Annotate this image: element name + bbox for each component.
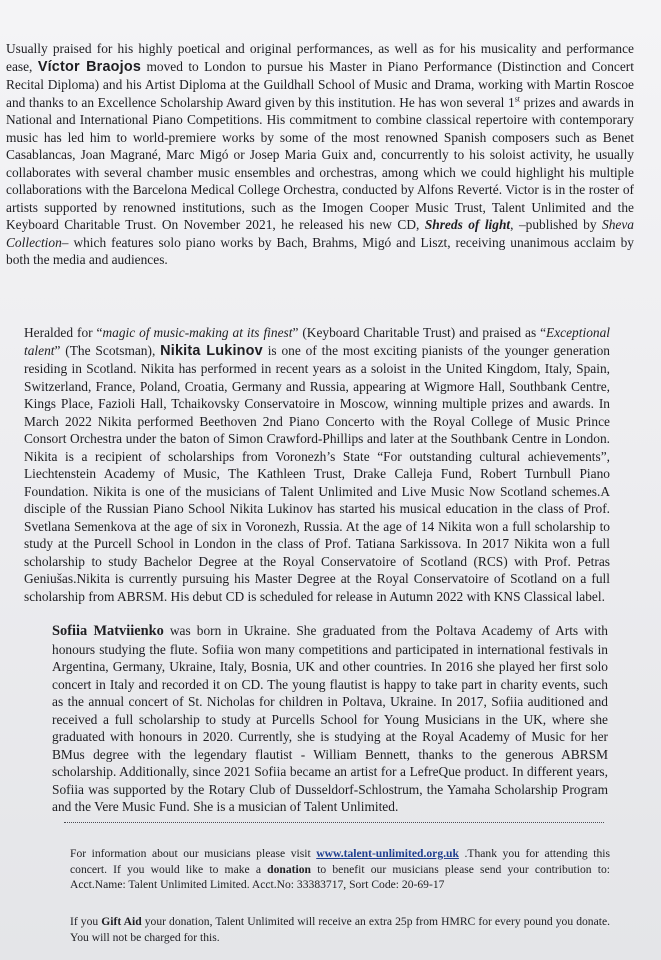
footer-text: your donation, Talent Unlimited will receive an extra 25p from HMRC for every pound you donate. You will not be charged for this. [70,915,610,944]
bio-text: ” (Keyboard Charitable Trust) and praised as “ [292,325,547,340]
bio-text: , –published by [510,217,597,232]
press-quote: magic of music-making at its finest [102,325,293,340]
bio-text: moved to London to pursue his Master in Piano Performance (Distinction and Concert Recital Diploma) and his Artist Diploma at the Guildhall School of Music and Drama, working with Martin Roscoe and thanks to an Excellence Scholarship Award given by this institution. He has won several 1 [6,58,634,110]
donation-word: donation [267,862,311,876]
gift-aid-paragraph [70,914,610,945]
bio-text: – which features solo piano works by Bach, Brahms, Migó and Liszt, receiving unanimous acclaim by both the media and audiences. [6,234,634,267]
bio-text: Usually praised for his highly poetical and original performances, as well as for his musicality and performance ease, [6,41,634,74]
bio-text: prizes and awards in National and International Piano Competitions. His commitment to combine classical repertoire with contemporary music has led him to world-premiere works by some of the most renowned Spanish composers such as Benet Casablancas, Joan Magrané, Marc Migó or Josep Maria Guix and, concurrently to his soloist activity, he usually collaborates with several chamber music ensembles and orchestras, among which we could highlight his multiple collaborations with the Barcelona Medical College Orchestra, conducted by Alfons Reverté. Victor is in the roster of artists supported by renowned institutions, such as the Imogen Cooper Music Trust, Talent Unlimited and the Keyboard Charitable Trust. On November 2021, he released his new CD, [6,94,634,232]
info-donation-paragraph [70,846,610,893]
bio-sofiia-matviienko [52,622,608,816]
bio-text: ” (The Scotsman), [54,342,156,358]
bio-text: was born in Ukraine. She graduated from the Poltava Academy of Arts with honours studying the flute. Sofiia won many competitions and participated in international festivals in Argentina, Germany, Ukraine, Italy, Bosnia, UK and other countries. In 2016 she played her first solo concert in Italy and recorded it on CD. The young flautist is happy to take part in charity events, such as the annual concert of St. Nicholas for children in Poltava, Ukraine. In 2017, Sofiia auditioned and received a full scholarship to study at Purcells School for Young Musicians in the UK, where she graduated with honours in 2020. Currently, she is studying at the Royal Academy of Music for her BMus degree with the legendary flautist - William Bennett, thanks to the generous ABRSM scholarship. Additionally, since 2021 Sofiia became an artist for a LefreQue product. In different years, Sofiia was supported by the Rotary Club of Dusseldorf-Schlostrum, the Yamaha Scholarship Program and the Vere Music Fund. She is a musician of Talent Unlimited. [52,623,608,814]
bio-victor-braojos [6,40,634,269]
performer-name: Nikita Lukinov [160,342,263,359]
bio-text: is one of the most exciting pianists of the younger generation residing in Scotland. Nikita has performed in recent years as a soloist in the United Kingdom, Italy, Spain, Switzerland, France, Poland, Croatia, Germany and Russia, appearing at Wigmore Hall, Southbank Centre, Kings Place, Fazioli Hall, Tchaikovsky Conservatoire in Moscow, winning multiple prizes and awards. In March 2022 Nikita performed Beethoven 2nd Piano Concerto with the Royal College of Music Prince Consort Orchestra under the baton of Simon Crawford-Phillips and later at the Southbank Centre in London. Nikita is a recipient of scholarships from Voronezh’s State “For outstanding cultural achievements”, Liechtenstein Academy of Music, The Kathleen Trust, Drake Calleja Fund, Robert Turnbull Piano Foundation. Nikita is one of the musicians of Talent Unlimited and Live Music Now Scotland schemes.A disciple of the Russian Piano School Nikita Lukinov has started his musical education in the class of Prof. Svetlana Semenkova at the age of six in Voronezh, Russia. At the age of 14 Nikita won a full scholarship to study at the Purcell School in London in the class of Prof. Tatiana Sarkissova. In 2017 Nikita won a full scholarship to study Bachelor Degree at the Royal Conservatoire of Scotland (RCS) with Prof. Petras Geniušas.Nikita is currently pursuing his Master Degree at the Royal Conservatoire of Scotland on a full scholarship from ABRSM. His debut CD is scheduled for release in Autumn 2022 with KNS Classical label. [24,342,610,604]
ordinal-suffix: st [514,94,521,104]
press-quote: Exceptional talent [24,325,610,358]
performer-name: Sofiia Matviienko [52,623,164,639]
website-link[interactable]: www.talent-unlimited.org.uk [316,847,459,860]
gift-aid-term: Gift Aid [101,915,142,928]
footer-text: If you [70,915,99,928]
bio-nikita-lukinov [24,324,610,605]
bio-text: Heralded for “ [24,325,103,340]
record-label: Sheva Collection [6,217,634,250]
footer-text: .Thank you for attending this concert. If you would like to make a [70,847,611,876]
footer-text: For information about our musicians please visit [70,847,311,860]
dotted-divider [64,822,604,823]
cd-title: Shreds of light [424,217,511,232]
footer-text: to benefit our musicians please send your contribution to: Acct.Name: Talent Unlimited Limited. Acct.No: 33383717, Sort Code: 20-69-17 [70,862,610,891]
performer-name: Víctor Braojos [37,58,142,75]
